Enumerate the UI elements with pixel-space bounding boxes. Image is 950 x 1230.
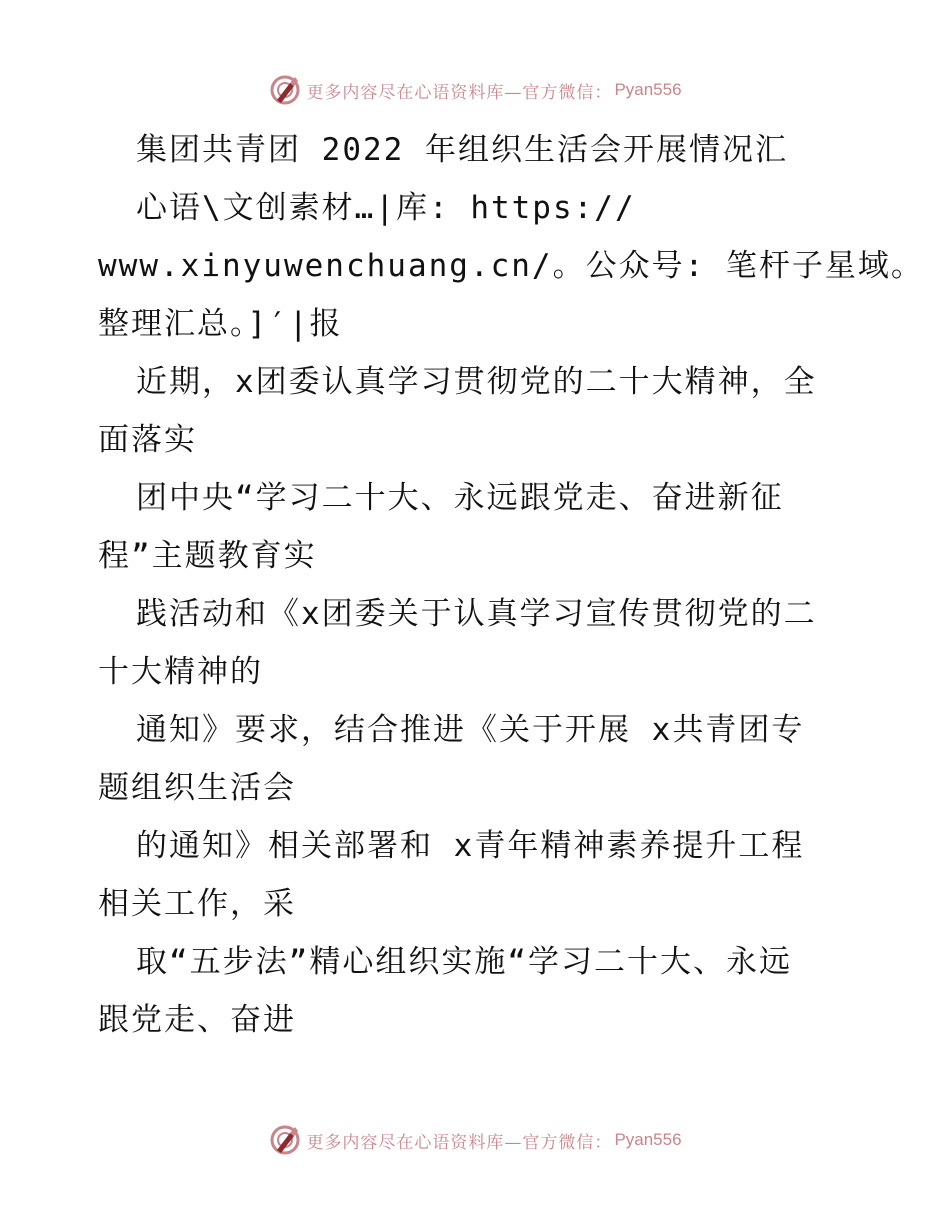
text-line: 相关工作，采 xyxy=(98,886,296,922)
text-line: 题组织生活会 xyxy=(98,770,296,806)
document-title-line: 集团共青团 2022 年组织生活会开展情况汇 xyxy=(136,132,788,168)
text-line: 十大精神的 xyxy=(98,654,263,690)
pen-nib-logo-icon xyxy=(268,1123,302,1157)
text-line: 跟党走、奋进 xyxy=(98,1002,296,1038)
watermark-wechat-id: Pyan556 xyxy=(614,80,682,99)
text-line: 程”主题教育实 xyxy=(98,538,317,574)
text-line: 心语\文创素材…|库: https:// xyxy=(136,190,636,226)
watermark-text: 更多内容尽在心语资料库—官方微信： xyxy=(306,1132,613,1153)
header-watermark xyxy=(0,72,950,108)
text-line: 近期，x团委认真学习贯彻党的二十大精神，全 xyxy=(136,364,817,400)
text-line: 整理汇总。]′|报 xyxy=(98,306,343,342)
text-line: 践活动和《x团委关于认真学习宣传贯彻党的二 xyxy=(136,596,817,632)
watermark-wechat-id: Pyan556 xyxy=(614,1130,682,1149)
text-line: 团中央“学习二十大、永远跟党走、奋进新征 xyxy=(136,480,784,516)
text-line: 通知》要求，结合推进《关于开展 x共青团专 xyxy=(136,712,805,748)
text-line: www.xinyuwenchuang.cn/。公众号: 笔杆子星域。 xyxy=(98,248,924,284)
watermark-text: 更多内容尽在心语资料库—官方微信： xyxy=(306,82,613,103)
text-line: 取“五步法”精心组织实施“学习二十大、永远 xyxy=(136,944,792,980)
text-line: 的通知》相关部署和 x青年精神素养提升工程 xyxy=(136,828,805,864)
text-line: 面落实 xyxy=(98,422,197,458)
pen-nib-logo-icon xyxy=(268,73,302,107)
footer-watermark xyxy=(0,1122,950,1158)
